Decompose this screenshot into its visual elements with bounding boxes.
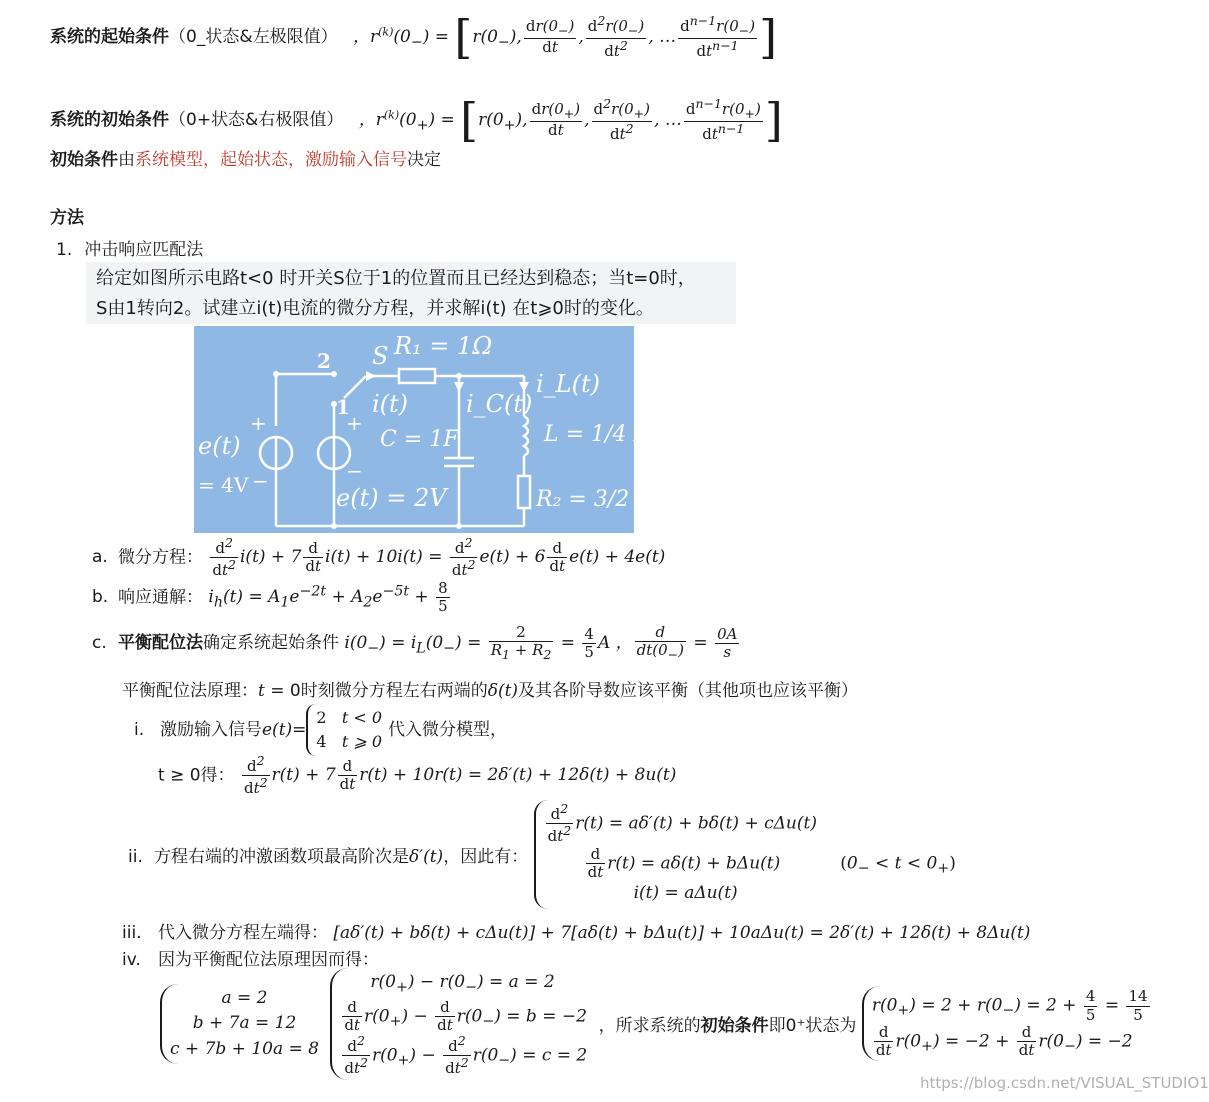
jump-system: $r(0_+) - r(0_-) = a = 2$ $\frac{d}{dt}$ $r(0_+)$ − $\frac{d}{dt}$ $r(0_-) = b = -2$ $\frac{d^2}{dt^2}$ $r(0_+)$ − $\frac{d^2}{dt^2}$ $r(0_-) = c = 2$ <box>330 968 593 1080</box>
substep-i-equation: t ≥ 0得： $\frac{d^2}{dt^2}$ r(t) + 7 $\frac{d}{dt}$ r(t) + 10r(t) = 2δ′(t) + 12δ(t) + 8u(t) <box>158 753 677 798</box>
principle-line: 平衡配位法原理：t = 0时刻微分方程左右两端的δ(t)及其各阶导数应该平衡（其他项也应该平衡） <box>122 681 859 701</box>
start-condition-label: 系统的起始条件 <box>50 26 169 47</box>
coefficient-system: a = 2 b + 7a = 12 c + 7b + 10a = 8 <box>160 984 325 1065</box>
substep-iii <box>122 918 1030 943</box>
t-ge-label: t ≥ 0得： <box>158 765 235 786</box>
init-condition-note: （0+状态&右极限值） <box>169 109 344 130</box>
substep-iii-equation: [aδ′(t) + bδ(t) + cΔu(t)] + 7[aδ(t) + bΔu(t)] + 10aΔu(t) = 2δ′(t) + 12δ(t) + 8Δu(t) <box>333 923 1031 943</box>
inductor-label: L = 1/4 H <box>544 422 653 447</box>
source1-label: e(t) <box>198 432 241 460</box>
step-b-label: 响应通解： <box>118 587 203 608</box>
substep-iv-marker: iv. <box>122 950 141 970</box>
current-arrow-ic <box>454 382 464 392</box>
impulse-cases: $\frac{d^2}{dt^2}$ r(t) = aδ′(t) + bδ(t) + cΔu(t) $\frac{d}{dt}$ r(t) = aδ(t) + bΔu(t) $(0_- < t < 0_+)$ i(t) = aΔu(t) <box>534 800 962 909</box>
substep-iv-result <box>160 968 1158 1080</box>
substep-iv-end: 即0⁺状态为 <box>768 1016 857 1037</box>
substep-i-marker: i. <box>134 720 145 740</box>
principle-label: 平衡配位法原理： <box>122 681 258 701</box>
excitation-cases: 2 t < 0 4 t ⩾ 0 <box>306 704 388 756</box>
substep-iv-bold: 初始条件 <box>700 1016 769 1037</box>
determine-by: 由 <box>118 150 135 170</box>
start-condition-line <box>50 10 778 65</box>
problem-callout <box>86 262 736 324</box>
resistor-r2 <box>518 476 530 508</box>
source2-minus: − <box>346 459 363 483</box>
capacitor-label: C = 1F <box>380 427 459 452</box>
source2-plus: + <box>346 411 363 435</box>
substep-ii-text: 方程右端的冲激函数项最高阶次是 <box>154 846 409 867</box>
principle-end: 及其各阶导数应该平衡（其他项也应该平衡） <box>518 681 859 701</box>
start-condition-note: （0_状态&左极限值） <box>169 26 338 47</box>
r1-label: R₁ = 1Ω <box>394 332 493 360</box>
step-c <box>92 624 741 663</box>
step-b-marker: b. <box>92 587 109 608</box>
switch-pos2: 2 <box>317 349 331 373</box>
init-condition-line <box>50 93 783 148</box>
determine-label: 初始条件 <box>50 150 118 170</box>
switch-label: S <box>372 342 389 370</box>
init-condition-label: 系统的初始条件 <box>50 109 169 130</box>
circuit-svg <box>194 326 655 533</box>
substep-i-after: 代入微分模型， <box>388 720 508 740</box>
source2-label: e(t) = 2V <box>336 484 447 512</box>
inductor-l <box>524 416 528 456</box>
problem-line-1: 给定如图所示电路t<0 时开关S位于1的位置而且已经达到稳态；当t=0时， <box>96 268 696 289</box>
principle-mid: 时刻微分方程左右两端的 <box>300 681 488 701</box>
switch-pos1: 1 <box>336 395 350 419</box>
init-condition-formula: ，$r^{(k)}(0_+) = [r(0_+)$, $\frac{dr(0_+)}{dt}$ , $\frac{d^2r(0_+)}{dt^2}$ , … $\frac{d^{n-1}r(0_+)}{dt^{n-1}}$ ] <box>358 93 783 148</box>
problem-line-2: S由1转向2。试建立i(t)电流的微分方程，并求解i(t) 在t⩾0时的变化。 <box>96 298 654 319</box>
substep-iv <box>122 945 379 970</box>
step-a-label: 微分方程： <box>118 547 203 568</box>
circuit-diagram <box>194 326 655 533</box>
substep-i-text: 激励输入信号 <box>160 720 262 740</box>
start-condition-formula: ，$r^{(k)}(0_-) = [r(0_-)$, $\frac{dr(0_-)}{dt}$ , $\frac{d^2r(0_-)}{dt^2}$ , … $\frac{d^{n-1}r(0_-)}{dt^{n-1}}$ ] <box>352 10 778 65</box>
source1-minus: − <box>252 469 269 493</box>
step-c-text: 确定系统起始条件 <box>203 632 339 653</box>
determine-end: 决定 <box>407 150 441 170</box>
current-arrow-i <box>366 371 376 381</box>
substep-iii-marker: iii. <box>122 923 142 943</box>
method-item-1-number: 1. <box>56 240 73 260</box>
substep-iv-mid: ，所求系统的 <box>598 1016 701 1037</box>
determine-line <box>50 145 441 170</box>
source1-plus: + <box>250 411 267 435</box>
r2-label: R₂ = 3/2 Ω <box>536 487 655 512</box>
substep-iv-text: 因为平衡配位法原理因而得： <box>158 950 379 970</box>
resistor-r1 <box>399 369 435 383</box>
substep-ii-after: ，因此有： <box>443 846 529 867</box>
step-a-marker: a. <box>92 547 108 568</box>
step-c-bold: 平衡配位法 <box>118 632 203 653</box>
method-item-1-title: 冲击响应匹配法 <box>84 240 204 260</box>
current-il-label: i_L(t) <box>536 370 600 398</box>
current-ic-label: i_C(t) <box>466 390 533 418</box>
method-item-1 <box>56 235 203 260</box>
step-b-equation: $i_h(t) = A_1e^{-2t} + A_2e^{-5t}$ + $\frac{8}{5}$ <box>208 579 448 616</box>
initial-state-system: $r(0_+) = 2 + r(0_-) = 2$ + $\frac{4}{5}$ = $\frac{14}{5}$ $\frac{d}{dt}$ $r(0_+) = -2$ + $\frac{d}{dt}$ $r(0_-) = -2$ <box>862 986 1158 1061</box>
current-i-label: i(t) <box>372 390 409 418</box>
step-a-equation: $\frac{d^2}{dt^2}$ i(t) + 7 $\frac{d}{dt}$ i(t) + 10i(t) = $\frac{d^2}{dt^2}$ e(t) + 6 $\frac{d}{dt}$ e(t) + 4e(t) <box>212 535 666 580</box>
substep-i: i. 激励输入信号e(t)= 2 t < 0 4 t ⩾ 0 代入微分模型， <box>134 704 507 756</box>
substep-ii-marker: ii. <box>128 846 143 867</box>
step-a <box>92 536 665 580</box>
watermark: https://blog.csdn.net/VISUAL_STUDIO1 <box>920 1074 1209 1092</box>
substep-ii: ii. 方程右端的冲激函数项最高阶次是δ′(t)，因此有： $\frac{d^2}{dt^2}$ r(t) = aδ′(t) + bδ(t) + cΔu(t) $\frac{d}{dt}$ r(t) = aδ(t) + bΔu(t) $(0_- < t < 0_+)$ i(t) = aΔu(t) <box>128 800 962 909</box>
method-heading: 方法 <box>50 208 84 228</box>
determine-factors: 系统模型，起始状态，激励输入信号 <box>135 150 407 170</box>
substep-iii-text: 代入微分方程左端得： <box>158 923 328 943</box>
source1-value: = 4V <box>198 473 249 497</box>
step-c-marker: c. <box>92 632 107 653</box>
step-b <box>92 580 452 616</box>
step-c-equation: $i(0_-) = i_L(0_-)$ = $\frac{2}{R_1 + R_2}$ = $\frac{4}{5}$ A ， $\frac{d}{dt(0_-)}$ = $\frac{0A}{s}$ <box>344 623 738 663</box>
